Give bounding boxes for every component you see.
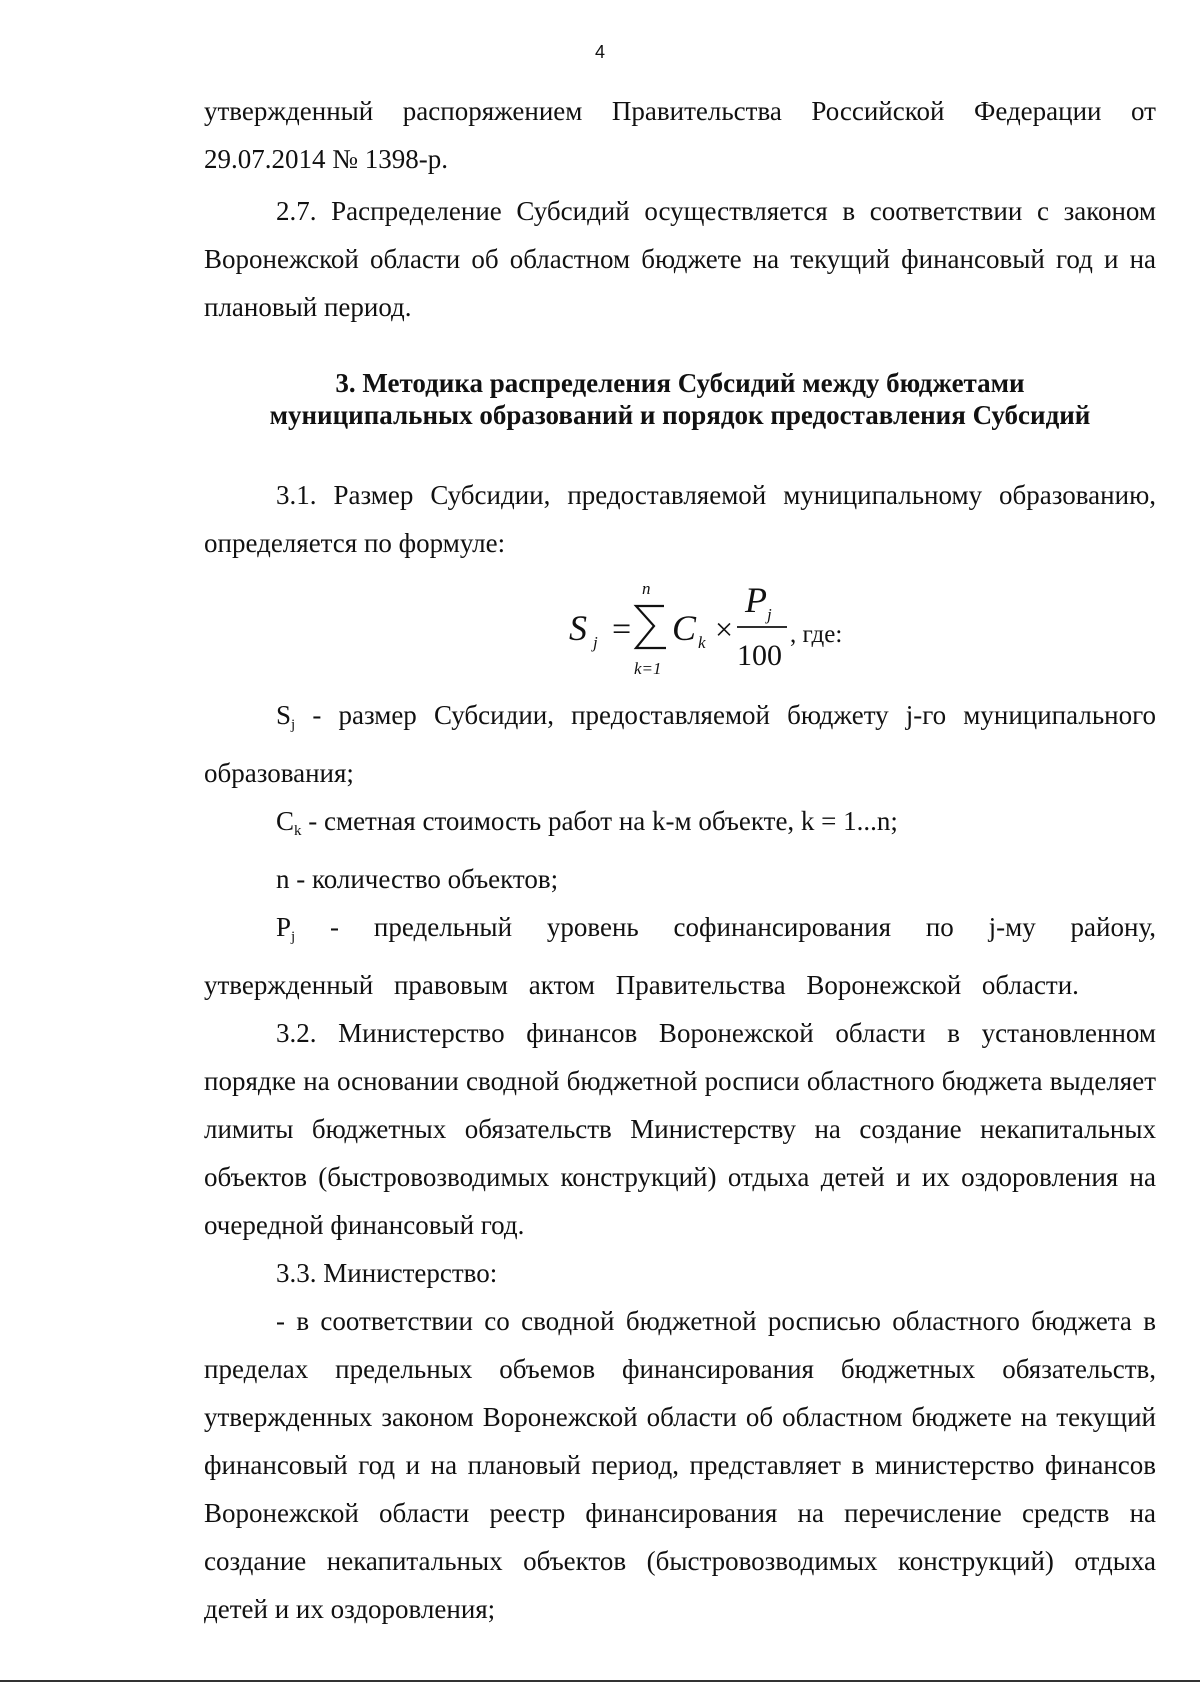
formula-svg xyxy=(567,580,897,680)
def-s-subscript: j xyxy=(291,717,296,733)
formula-equals: = xyxy=(612,611,632,648)
formula-lhs-sub: j xyxy=(593,633,598,652)
paragraph-2-7: 2.7. Распределение Субсидий осуществляется в соответствии с законом Воронежской области об областном бюджете на текущий финансовый год и на плановый период. xyxy=(204,196,1156,322)
def-s-text: - размер Субсидии, предоставляемой бюджету j-го муниципального образования; xyxy=(204,700,1156,788)
sigma-icon xyxy=(636,606,666,648)
formula-sum-lower: k=1 xyxy=(634,659,662,678)
formula-denominator: 100 xyxy=(737,639,782,672)
formula-numerator: P xyxy=(745,580,767,620)
paragraph-3-1: 3.1. Размер Субсидии, предоставляемой муниципальному образованию, определяется по формуле: xyxy=(204,480,1156,558)
definition-n: n - количество объектов; xyxy=(276,864,559,894)
formula-numerator-sub: j xyxy=(767,605,772,624)
def-c-subscript: k xyxy=(294,823,302,839)
formula-term-sub: k xyxy=(698,633,706,652)
def-p-symbol: P xyxy=(276,912,292,942)
formula-suffix: , где: xyxy=(790,621,843,648)
def-p-subscript: j xyxy=(291,929,296,945)
definition-c xyxy=(204,797,1156,855)
subsidy-formula xyxy=(567,580,897,680)
paragraph-continuation-line1: утвержденный распоряжением Правительства Российской Федерации от xyxy=(204,96,1156,126)
page-number: 4 xyxy=(594,42,605,62)
def-s-symbol: S xyxy=(276,700,292,730)
def-c-symbol: C xyxy=(276,806,295,836)
def-c-text: - сметная стоимость работ на k-м объекте, k = 1...n; xyxy=(301,806,898,836)
paragraph-continuation-line2: 29.07.2014 № 1398-р. xyxy=(204,144,449,174)
formula-sum-upper: n xyxy=(642,579,651,598)
paragraph-3-2: 3.2. Министерство финансов Воронежской области в установленном порядке на основании сводной бюджетной росписи областного бюджета выделяет лимиты бюджетных обязательств Министерству на создание некапитальных объектов (быстровозводимых конструкций) отдыха детей и их оздоровления на очередной финансовый год. xyxy=(204,1018,1156,1240)
formula-term: C xyxy=(672,608,697,648)
definition-p xyxy=(204,903,1156,1009)
document-body xyxy=(204,0,1156,1633)
paragraph-3-3-item: - в соответствии со сводной бюджетной росписью областного бюджета в пределах предельных объемов финансирования бюджетных обязательств, утвержденных законом Воронежской области об областном бюджете на текущий финансовый год и на плановый период, представляет в министерство финансов Воронежской области реестр финансирования на перечисление средств на создание некапитальных объектов (быстровозводимых конструкций) отдыха детей и их оздоровления; xyxy=(204,1306,1156,1624)
def-p-text: - предельный уровень софинансирования по j-му району, утвержденный правовым актом Правительства Воронежской области. xyxy=(204,912,1156,1000)
paragraph-3-3: 3.3. Министерство: xyxy=(276,1258,498,1288)
formula-times: × xyxy=(715,611,734,647)
formula-lhs: S xyxy=(569,608,587,648)
section-heading-line1: 3. Методика распределения Субсидий между бюджетами xyxy=(335,368,1025,398)
definition-s xyxy=(204,691,1156,797)
bottom-border xyxy=(0,1680,1200,1682)
section-heading-line2: муниципальных образований и порядок предоставления Субсидий xyxy=(269,400,1091,430)
